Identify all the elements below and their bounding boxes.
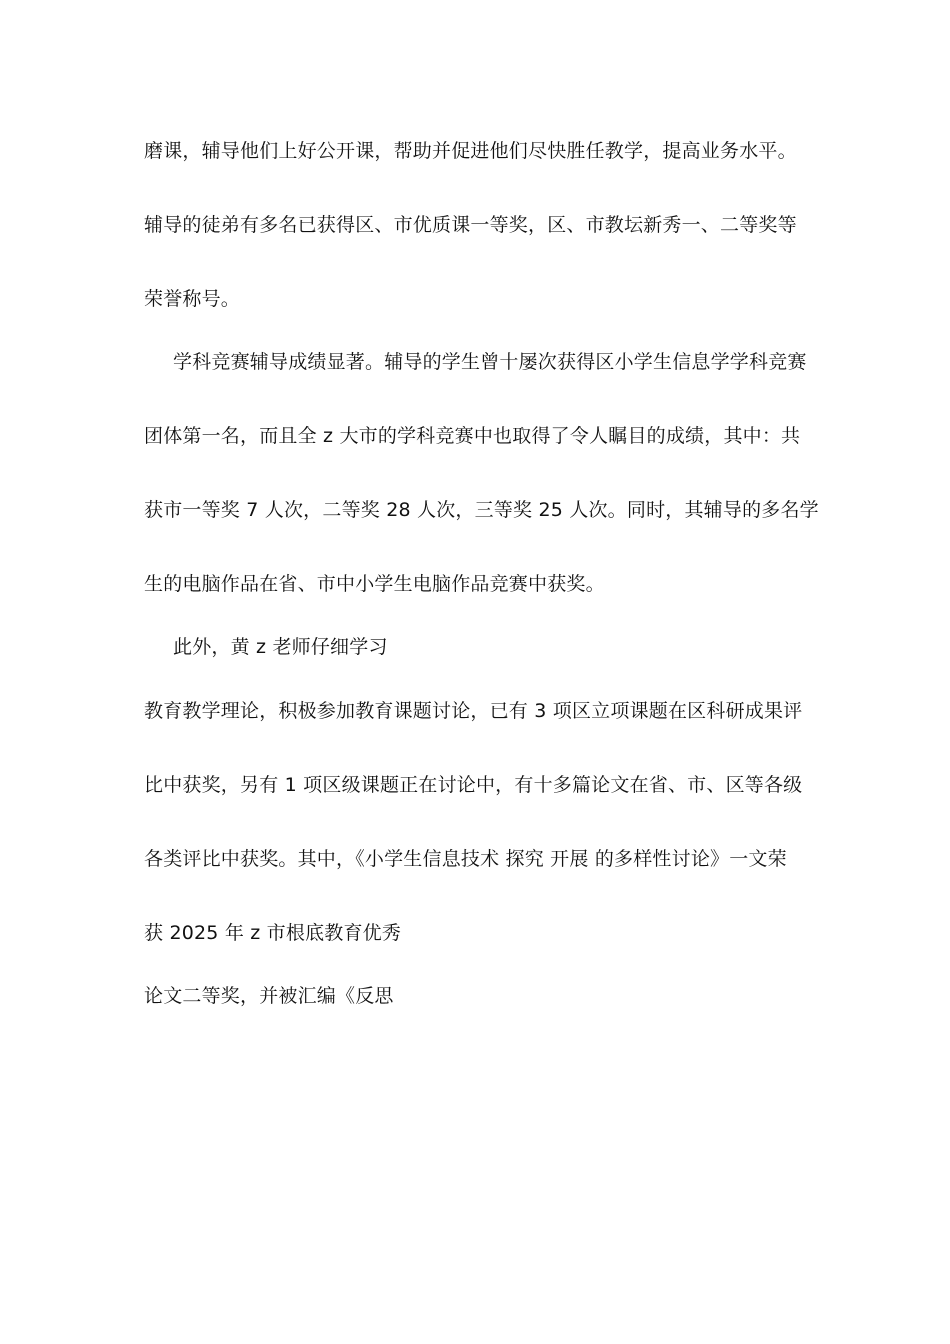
text-line: 各类评比中获奖。其中，《小学生信息技术 探究 开展 的多样性讨论》一文荣: [144, 848, 787, 870]
text-line: 获市一等奖 7 人次，二等奖 28 人次，三等奖 25 人次。同时，其辅导的多名学: [144, 499, 819, 521]
text-line: 比中获奖，另有 1 项区级课题正在讨论中，有十多篇论文在省、市、区等各级: [144, 774, 803, 796]
paragraph-start-line: 学科竞赛辅导成绩显著。辅导的学生曾十屡次获得区小学生信息学学科竞赛: [173, 351, 807, 373]
paragraph-start-line: 此外，黄 z 老师仔细学习: [173, 636, 388, 658]
text-line: 荣誉称号。: [144, 288, 241, 310]
text-line: 团体第一名，而且全 z 大市的学科竞赛中也取得了令人瞩目的成绩，其中：共: [144, 425, 801, 447]
text-line: 论文二等奖，并被汇编《反思: [144, 985, 394, 1007]
text-line: 获 2025 年 z 市根底教育优秀: [144, 922, 402, 944]
text-line: 生的电脑作品在省、市中小学生电脑作品竞赛中获奖。: [144, 573, 605, 595]
text-line: 教育教学理论，积极参加教育课题讨论，已有 3 项区立项课题在区科研成果评: [144, 700, 803, 722]
text-line: 磨课，辅导他们上好公开课，帮助并促进他们尽快胜任教学，提高业务水平。: [144, 140, 797, 162]
text-line: 辅导的徒弟有多名已获得区、市优质课一等奖，区、市教坛新秀一、二等奖等: [144, 214, 797, 236]
